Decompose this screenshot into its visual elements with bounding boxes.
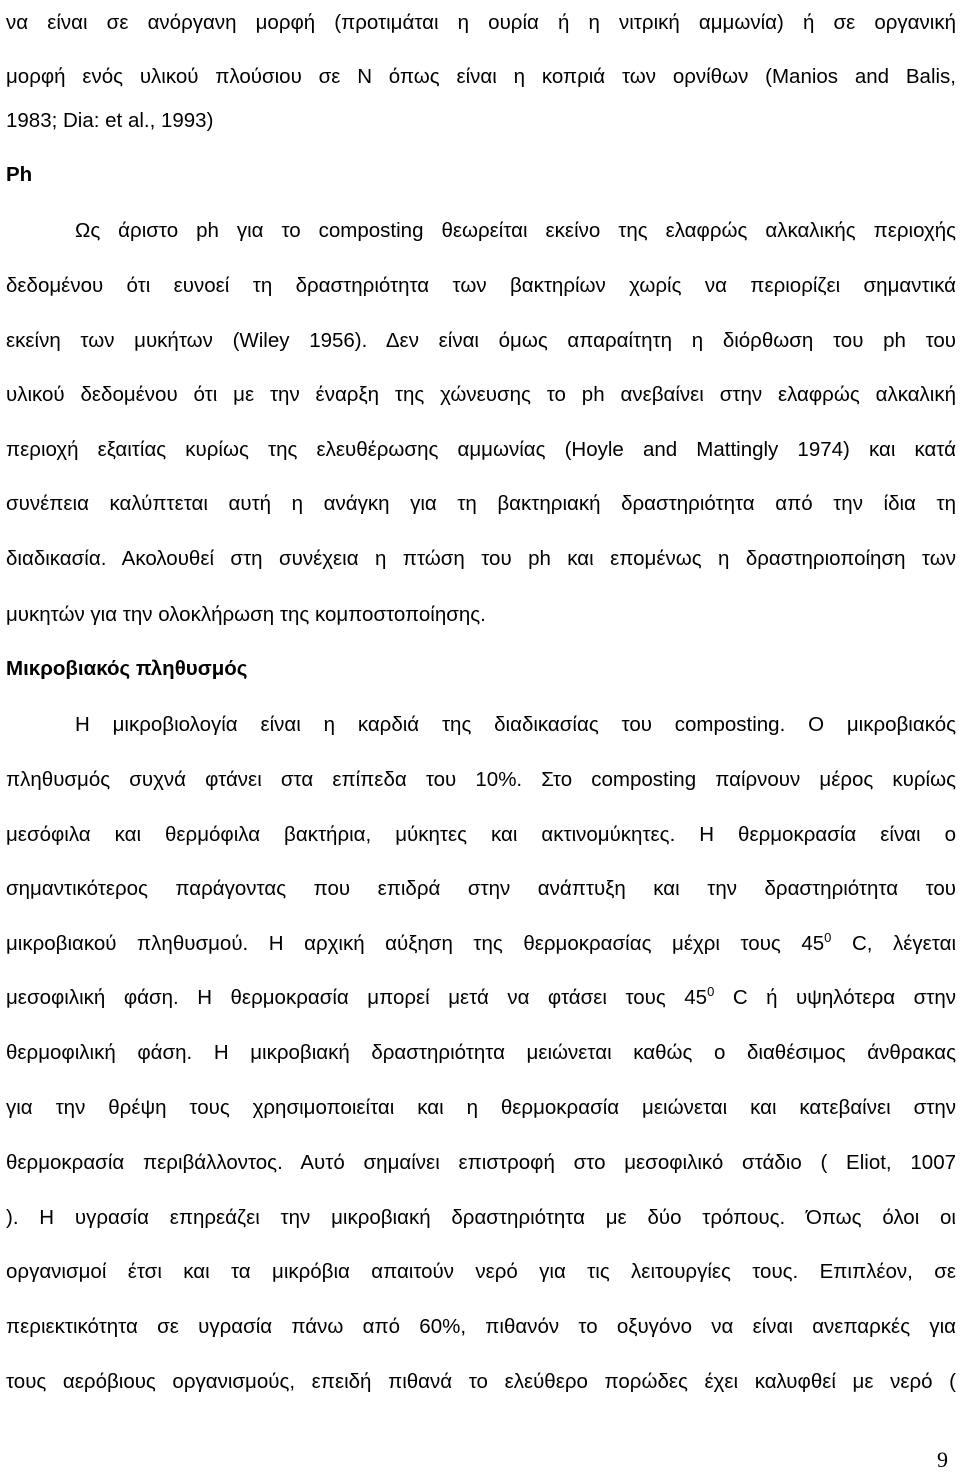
text-line: [6, 932, 956, 956]
text-line: Η μικροβιολογία είναι η καρδιά της διαδικασίας του composting. Ο μικροβιακός: [75, 713, 956, 736]
page-number: 9: [937, 1447, 948, 1472]
text-segment: C, λέγεται: [851, 932, 956, 955]
text-line: να είναι σε ανόργανη μορφή (προτιμάται η ουρία ή η νιτρική αμμωνία) ή σε οργανική: [6, 11, 956, 34]
text-line: περιεκτικότητα σε υγρασία πάνω από 60%, πιθανόν το οξυγόνο να είναι ανεπαρκές για: [6, 1315, 956, 1338]
text-line: διαδικασία. Ακολουθεί στη συνέχεια η πτώση του ph και επομένως η δραστηριοποίηση των: [6, 547, 956, 570]
text-line: Ως άριστο ph για το composting θεωρείται εκείνο της ελαφρώς αλκαλικής περιοχής: [75, 219, 956, 242]
text-line: συνέπεια καλύπτεται αυτή η ανάγκη για τη βακτηριακή δραστηριότητα από την ίδια τη: [6, 492, 956, 515]
text-line: περιοχή εξαιτίας κυρίως της ελευθέρωσης αμμωνίας (Hoyle and Mattingly 1974) και κατά: [6, 438, 956, 461]
text-line: θερμοκρασία περιβάλλοντος. Αυτό σημαίνει επιστροφή στο μεσοφιλικό στάδιο ( Eliot, 1007: [6, 1151, 956, 1174]
text-line: τους αερόβιους οργανισμούς, επειδή πιθανά το ελεύθερο πορώδες έχει καλυφθεί με νερό (: [6, 1370, 956, 1393]
text-line: 1983; Dia: et al., 1993): [6, 109, 214, 132]
text-line: μεσόφιλα και θερμόφιλα βακτήρια, μύκητες και ακτινομύκητες. Η θερμοκρασία είναι ο: [6, 823, 956, 846]
superscript-degree: 0: [707, 986, 715, 999]
text-line: οργανισμοί έτσι και τα μικρόβια απαιτούν νερό για τις λειτουργίες τους. Επιπλέον, σε: [6, 1260, 956, 1283]
text-segment: μεσοφιλική φάση. Η θερμοκρασία μπορεί μετά να φτάσει τους 45: [6, 986, 708, 1009]
text-line: σημαντικότερος παράγοντας που επιδρά στην ανάπτυξη και την δραστηριότητα του: [6, 877, 956, 900]
text-line: μυκητών για την ολοκλήρωση της κομποστοποίησης.: [6, 603, 486, 626]
text-line: υλικού δεδομένου ότι με την έναρξη της χώνευσης το ph ανεβαίνει στην ελαφρώς αλκαλική: [6, 383, 956, 406]
section-heading-ph: Ph: [6, 163, 33, 186]
text-line: πληθυσμός συχνά φτάνει στα επίπεδα του 10%. Στο composting παίρνουν μέρος κυρίως: [6, 768, 956, 791]
text-line: για την θρέψη τους χρησιμοποιείται και η θερμοκρασία μειώνεται και κατεβαίνει στην: [6, 1096, 956, 1119]
text-line: θερμοφιλική φάση. Η μικροβιακή δραστηριότητα μειώνεται καθώς ο διαθέσιμος άνθρακας: [6, 1041, 956, 1064]
text-line: [6, 986, 956, 1010]
text-line: ). Η υγρασία επηρεάζει την μικροβιακή δραστηριότητα με δύο τρόπους. Όπως όλοι οι: [6, 1206, 956, 1229]
text-segment: μικροβιακού πληθυσμού. Η αρχική αύξηση της θερμοκρασίας μέχρι τους 45: [6, 932, 825, 955]
superscript-degree: 0: [824, 932, 832, 945]
text-line: δεδομένου ότι ευνοεί τη δραστηριότητα των βακτηρίων χωρίς να περιορίζει σημαντικά: [6, 274, 956, 297]
section-heading-microbial-population: Μικροβιακός πληθυσμός: [6, 657, 248, 680]
text-line: εκείνη των μυκήτων (Wiley 1956). Δεν είναι όμως απαραίτητη η διόρθωση του ph του: [6, 329, 956, 352]
text-line: μορφή ενός υλικού πλούσιου σε Ν όπως είναι η κοπριά των ορνίθων (Manios and Balis,: [6, 65, 956, 88]
text-segment: C ή υψηλότερα στην: [732, 986, 956, 1009]
